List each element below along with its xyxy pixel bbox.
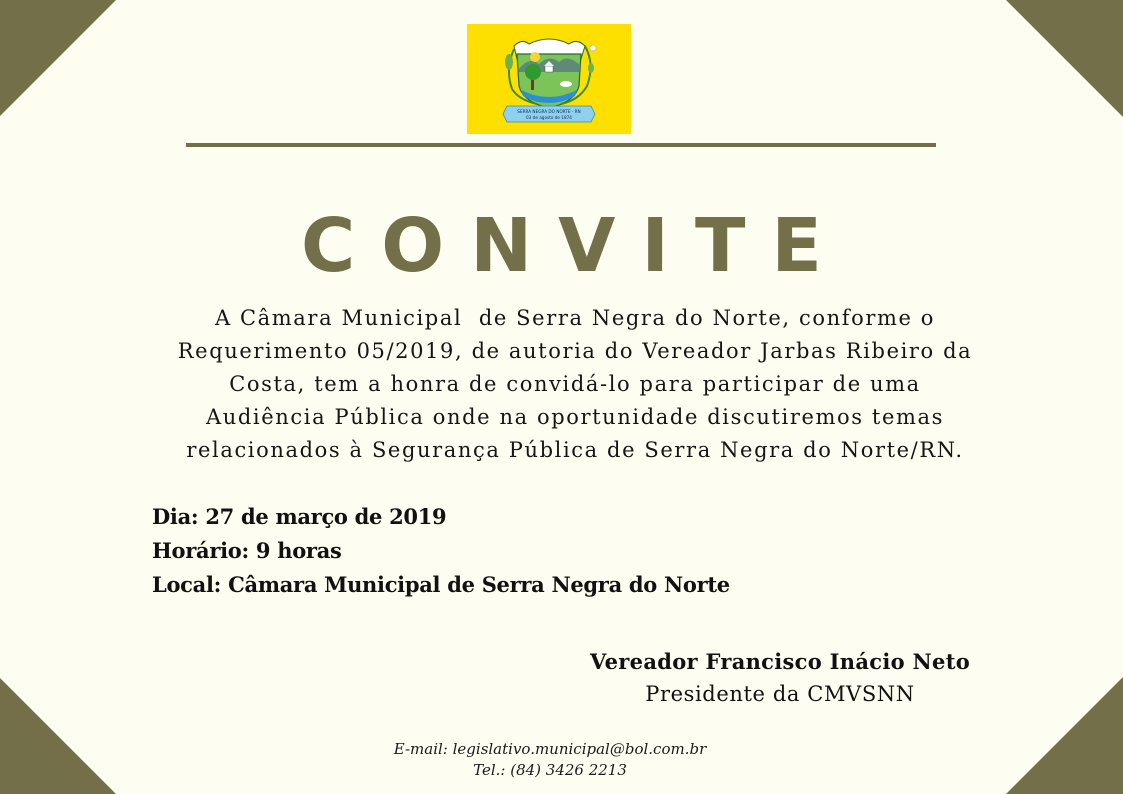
signature-block	[560, 645, 1000, 709]
paragraph-line: relacionados à Segurança Pública de Serra Negra do Norte/RN.	[186, 438, 964, 462]
event-time: Horário: 9 horas	[152, 538, 342, 563]
contact-email: E-mail: legislativo.municipal@bol.com.br	[393, 740, 707, 758]
svg-text:SERRA NEGRA DO NORTE - RN: SERRA NEGRA DO NORTE - RN	[517, 109, 581, 114]
corner-triangle-top-right	[1006, 0, 1123, 117]
signatory-role: Presidente da CMVSNN	[645, 682, 915, 706]
paragraph-line: Audiência Pública onde na oportunidade discutiremos temas	[205, 405, 944, 429]
paragraph-line: A Câmara Municipal de Serra Negra do Norte, conforme o	[214, 306, 936, 330]
corner-triangle-bottom-left	[0, 678, 116, 794]
corner-triangle-bottom-right	[1006, 677, 1123, 794]
contact-phone: Tel.: (84) 3426 2213	[473, 761, 627, 779]
invitation-paragraph	[130, 302, 1020, 467]
svg-text:03 de agosto de 1874: 03 de agosto de 1874	[526, 115, 572, 120]
corner-triangle-top-left	[0, 0, 116, 116]
contact-info	[300, 739, 800, 781]
event-details	[152, 500, 730, 602]
event-date: Dia: 27 de março de 2019	[152, 504, 447, 529]
paragraph-line: Requerimento 05/2019, de autoria do Vereador Jarbas Ribeiro da	[177, 339, 973, 363]
coat-of-arms-icon	[467, 24, 631, 134]
municipal-flag-logo	[467, 24, 631, 134]
signatory-name: Vereador Francisco Inácio Neto	[589, 649, 971, 674]
event-location: Local: Câmara Municipal de Serra Negra do Norte	[152, 572, 730, 597]
paragraph-line: Costa, tem a honra de convidá-lo para participar de uma	[229, 372, 921, 396]
header-divider	[186, 143, 936, 147]
page-title: CONVITE	[301, 203, 848, 289]
